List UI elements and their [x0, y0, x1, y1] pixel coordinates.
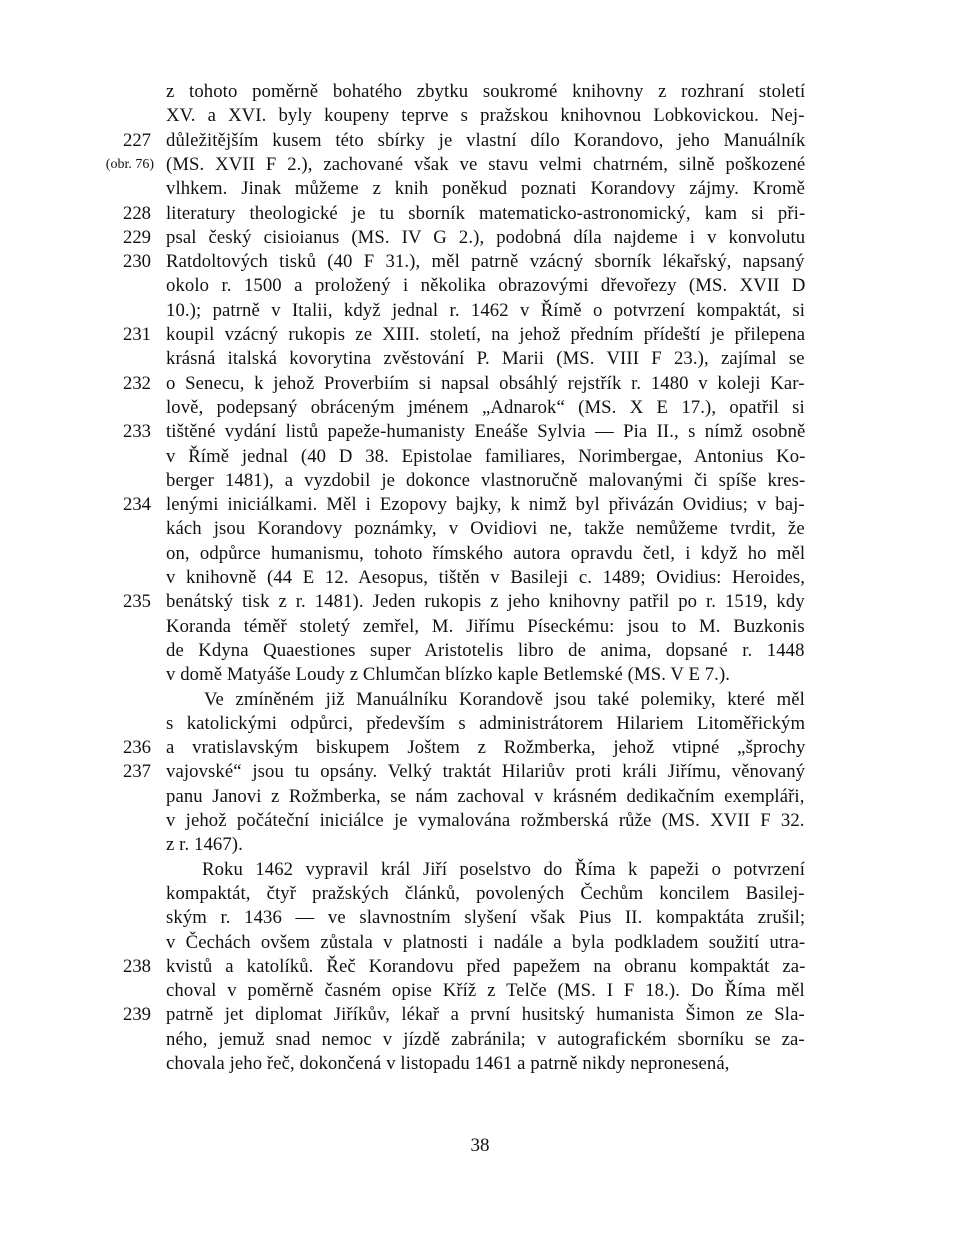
text-line: ským r. 1436 — ve slavnostním slyšení však Pius II. kompaktáta zrušil;: [166, 907, 806, 929]
text-line: literatury theologické je tu sborník matematicko-astronomický, kam si při-: [166, 202, 806, 224]
margin-reference-number: 238: [122, 955, 151, 977]
text-line: okolo r. 1500 a proložený i několika obrazovými dřevořezy (MS. XVII D: [166, 275, 806, 297]
text-line: v Římě jednal (40 D 38. Epistolae familiares, Norimbergae, Antonius Ko-: [166, 445, 806, 467]
text-line: ného, jemuž snad nemoc v jízdě zabránila; v autografickém sborníku se za-: [166, 1028, 805, 1050]
text-line: XV. a XVI. byly koupeny teprve s pražskou knihovnou Lobkovickou. Nej-: [166, 105, 805, 127]
text-line: panu Janovi z Rožmberka, se nám zachoval v krásném dedikačním exempláři,: [166, 785, 805, 807]
text-line: chovala jeho řeč, dokončená v listopadu 1461 a patrně nikdy nepronesená,: [166, 1053, 730, 1074]
text-line: v Čechách ovšem zůstala v platnosti i nadále a byla podkladem soužití utra-: [166, 931, 806, 953]
text-line: lově, podepsaný obráceným jménem „Adnarok“ (MS. X E 17.), opatřil si: [166, 396, 805, 418]
text-line: z tohoto poměrně bohatého zbytku soukromé knihovny z rozhraní století: [166, 81, 806, 102]
text-line: Roku 1462 vypravil král Jiří poselstvo do Říma k papeži o potvrzení: [202, 858, 806, 880]
margin-reference-number: 231: [122, 324, 151, 345]
text-line: Koranda téměř stoletý zemřel, M. Jiřímu Píseckému: jsou to M. Buzkonis: [166, 615, 805, 637]
text-line: v knihovně (44 E 12. Aesopus, tištěn v Basileji c. 1489; Ovidius: Heroides,: [166, 567, 806, 588]
text-line: vlhkem. Jinak můžeme z knih poněkud poznati Korandovy zájmy. Kromě: [166, 178, 806, 200]
margin-reference-number: (obr. 76): [105, 156, 154, 172]
page-number: 38: [470, 1135, 490, 1156]
text-line: choval v poměrně časném opise Kříž z Telče (MS. I F 18.). Do Říma měl: [166, 980, 805, 1002]
margin-reference-number: 234: [122, 494, 151, 516]
text-line: Ratdoltových tisků (40 F 31.), měl patrně vzácný sborník lékařský, napsaný: [166, 251, 805, 273]
text-line: v domě Matyáše Loudy z Chlumčan blízko kaple Betlemské (MS. V E 7.).: [166, 664, 731, 686]
text-line: psal český cisioianus (MS. IV G 2.), podobná díla najdeme i v konvolutu: [166, 226, 806, 248]
text-line: (MS. XVII F 2.), zachované však ve stavu velmi chatrném, silně poškozené: [166, 153, 806, 175]
margin-reference-number: 235: [122, 591, 151, 613]
text-line: on, odpůrce humanismu, tohoto římského autora opravdu četl, i když ho měl: [166, 542, 806, 564]
text-line: krásná italská kovorytina zvěstování P. Marii (MS. VIII F 23.), zajímal se: [166, 348, 805, 370]
text-line: o Senecu, k jehož Proverbiím si napsal obsáhlý rejstřík r. 1480 v koleji Kar-: [166, 372, 805, 394]
margin-reference-number: 228: [122, 202, 151, 224]
text-line: vajovské“ jsou tu opsány. Velký traktát Hilariův proti králi Jiřímu, věnovaný: [166, 761, 806, 783]
text-line: patrně jet diplomat Jiříkův, lékař a první husitský humanista Šimon ze Sla-: [166, 1004, 805, 1026]
text-line: benátský tisk z r. 1481). Jeden rukopis z jeho knihovny patřil po r. 1519, kdy: [166, 591, 805, 613]
margin-reference-number: 232: [122, 372, 151, 394]
margin-reference-number: 236: [122, 737, 151, 759]
text-line: Ve zmíněném již Manuálníku Korandově jsou také polemiky, které měl: [204, 688, 805, 710]
margin-reference-number: 233: [122, 421, 151, 443]
text-line: de Kdyna Quaestiones super Aristotelis libro de anima, dopsané r. 1448: [166, 639, 805, 661]
text-line: koupil vzácný rukopis ze XIII. století, na jehož předním přídeští je přilepena: [166, 324, 806, 345]
text-line: kvistů a katolíků. Řeč Korandovu před papežem na obranu kompaktát za-: [166, 955, 806, 977]
margin-reference-number: 230: [122, 251, 151, 273]
text-line: kompaktát, čtyř pražských článků, povolených Čechům koncilem Basilej-: [166, 882, 805, 904]
text-line: kách jsou Korandovy poznámky, v Ovidiovi ne, takže nemůžeme tvrdit, že: [166, 518, 805, 540]
text-line: důležitějším kusem této sbírky je vlastní dílo Korandovo, jeho Manuálník: [166, 129, 806, 151]
margin-reference-number: 237: [122, 761, 151, 783]
margin-reference-number: 239: [122, 1004, 151, 1026]
text-line: a vratislavským biskupem Joštem z Rožmberka, jehož vtipné „šprochy: [166, 737, 806, 759]
text-line: lenými iniciálkami. Měl i Ezopovy bajky, k nimž byl přivázán Ovidius; v baj-: [166, 494, 805, 516]
margin-reference-number: 227: [122, 129, 151, 151]
text-line: 10.); patrně v Italii, když jednal r. 1462 v Římě o potvrzení kompaktát, si: [166, 299, 806, 321]
margin-reference-number: 229: [122, 226, 151, 248]
text-line: berger 1481), a vyzdobil je dokonce vlastnoručně malovanými či spíše kres-: [166, 469, 806, 491]
text-line: v jehož počáteční iniciálce je vymalována rožmberská růže (MS. XVII F 32.: [166, 810, 805, 831]
text-line: s katolickými odpůrci, především s administrátorem Hilariem Litoměřickým: [166, 712, 806, 734]
text-line: z r. 1467).: [166, 834, 243, 856]
text-line: tištěné vydání listů papeže-humanisty Eneáše Sylvia — Pia II., s nímž osobně: [166, 421, 806, 443]
